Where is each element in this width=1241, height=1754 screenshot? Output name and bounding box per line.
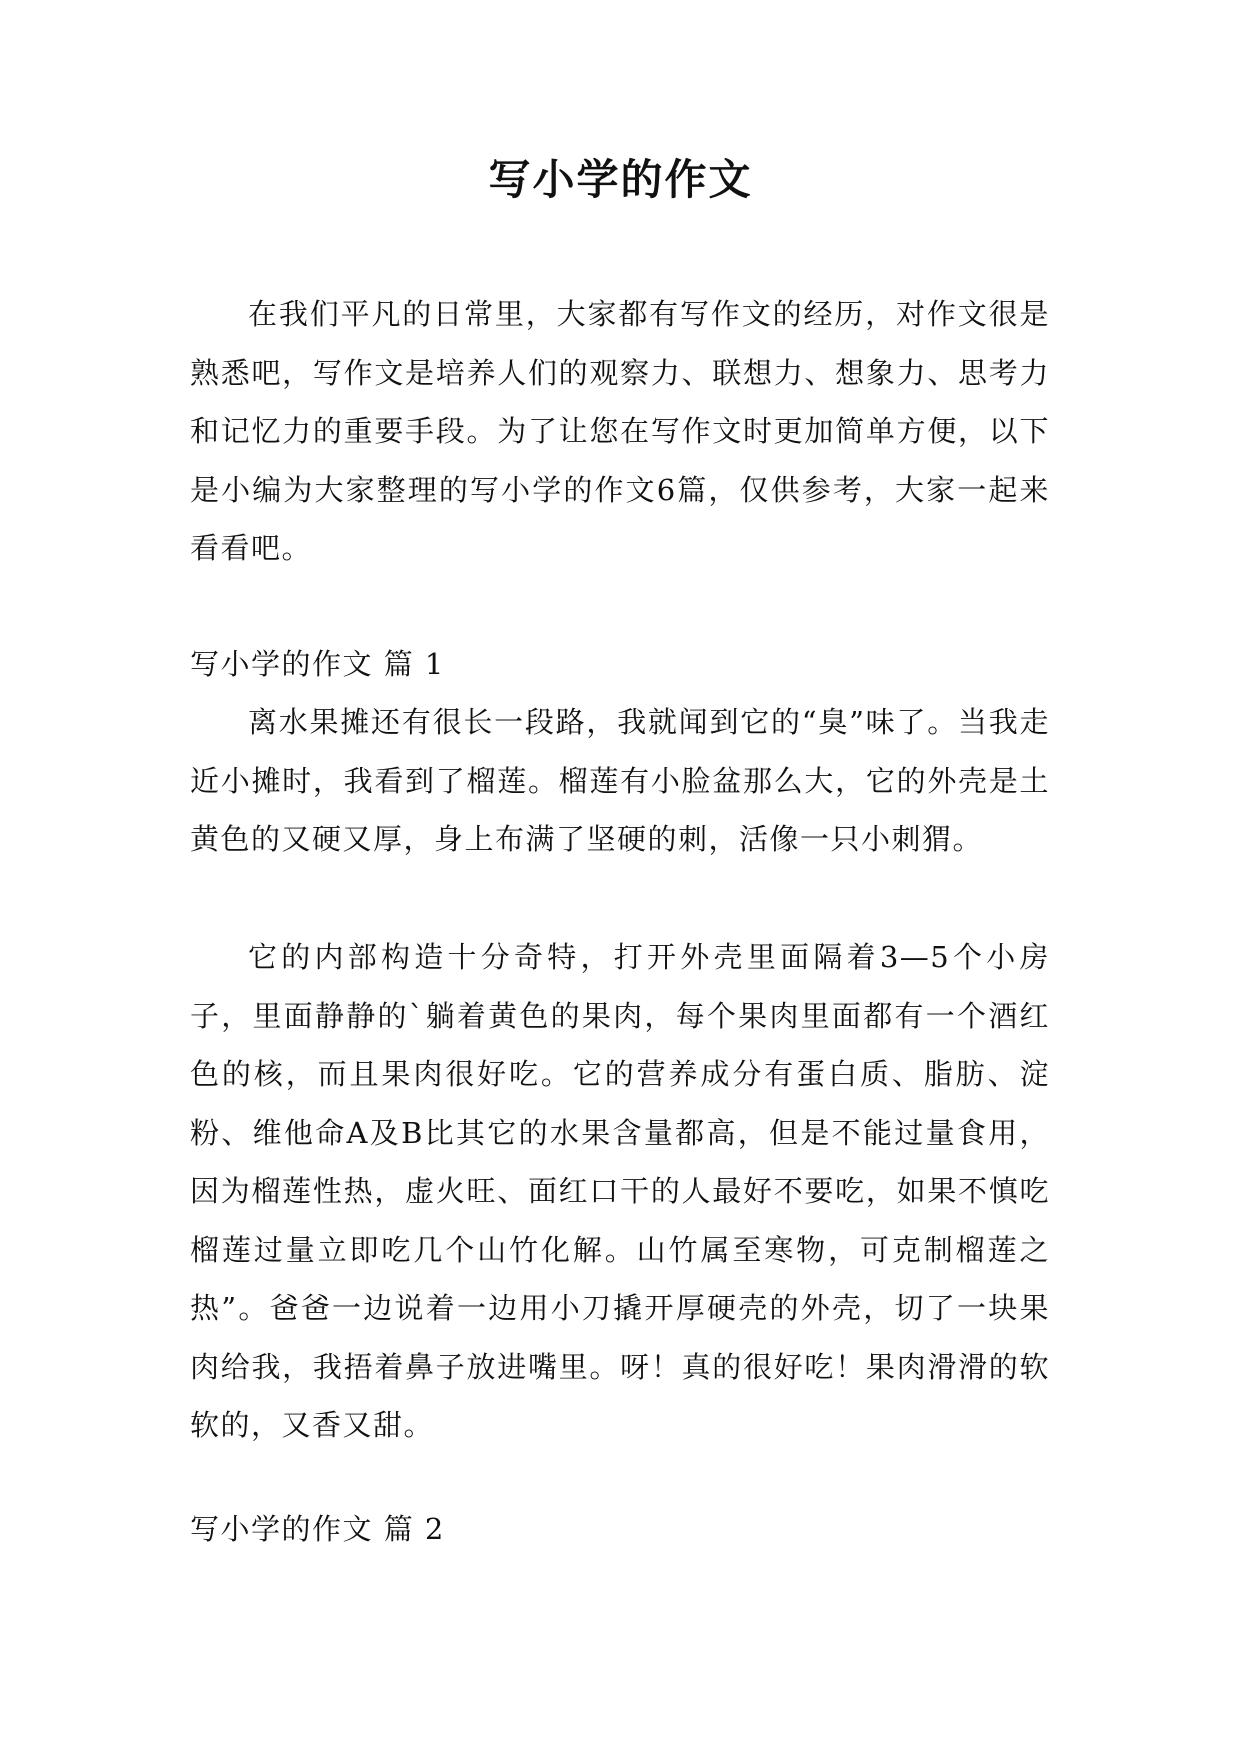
section-1-paragraph-2-block	[190, 928, 1050, 1455]
section-heading: 写小学的作文 篇 1	[190, 647, 445, 681]
section-paragraph: 它的内部构造十分奇特，打开外壳里面隔着3—5个小房子，里面静静的`躺着黄色的果肉，每个果肉里面都有一个酒红色的核，而且果肉很好吃。它的营养成分有蛋白质、脂肪、淀粉、维他命A及B比其它的水果含量都高，但是不能过量食用，因为榴莲性热，虚火旺、面红口干的人最好不要吃，如果不慎吃榴莲过量立即吃几个山竹化解。山竹属至寒物，可克制榴莲之热”。爸爸一边说着一边用小刀撬开厚硬壳的外壳，切了一块果肉给我，我捂着鼻子放进嘴里。呀！真的很好吃！果肉滑滑的软软的，又香又甜。	[190, 940, 1050, 1442]
section-paragraph: 离水果摊还有很长一段路，我就闻到它的“臭”味了。当我走近小摊时，我看到了榴莲。榴莲有小脸盆那么大，它的外壳是土黄色的又硬又厚，身上布满了坚硬的刺，活像一只小刺猬。	[190, 705, 1050, 856]
intro-paragraph: 在我们平凡的日常里，大家都有写作文的经历，对作文很是熟悉吧，写作文是培养人们的观察力、联想力、想象力、思考力和记忆力的重要手段。为了让您在写作文时更加简单方便，以下是小编为大家整理的写小学的作文6篇，仅供参考，大家一起来看看吧。	[190, 297, 1050, 565]
section-1-heading-block	[190, 635, 1050, 694]
section-heading: 写小学的作文 篇 2	[190, 1512, 445, 1546]
intro-block	[190, 285, 1050, 578]
document-title: 写小学的作文	[488, 155, 753, 204]
section-1-paragraph-1-block	[190, 693, 1050, 869]
section-2-heading-block	[190, 1500, 1050, 1559]
